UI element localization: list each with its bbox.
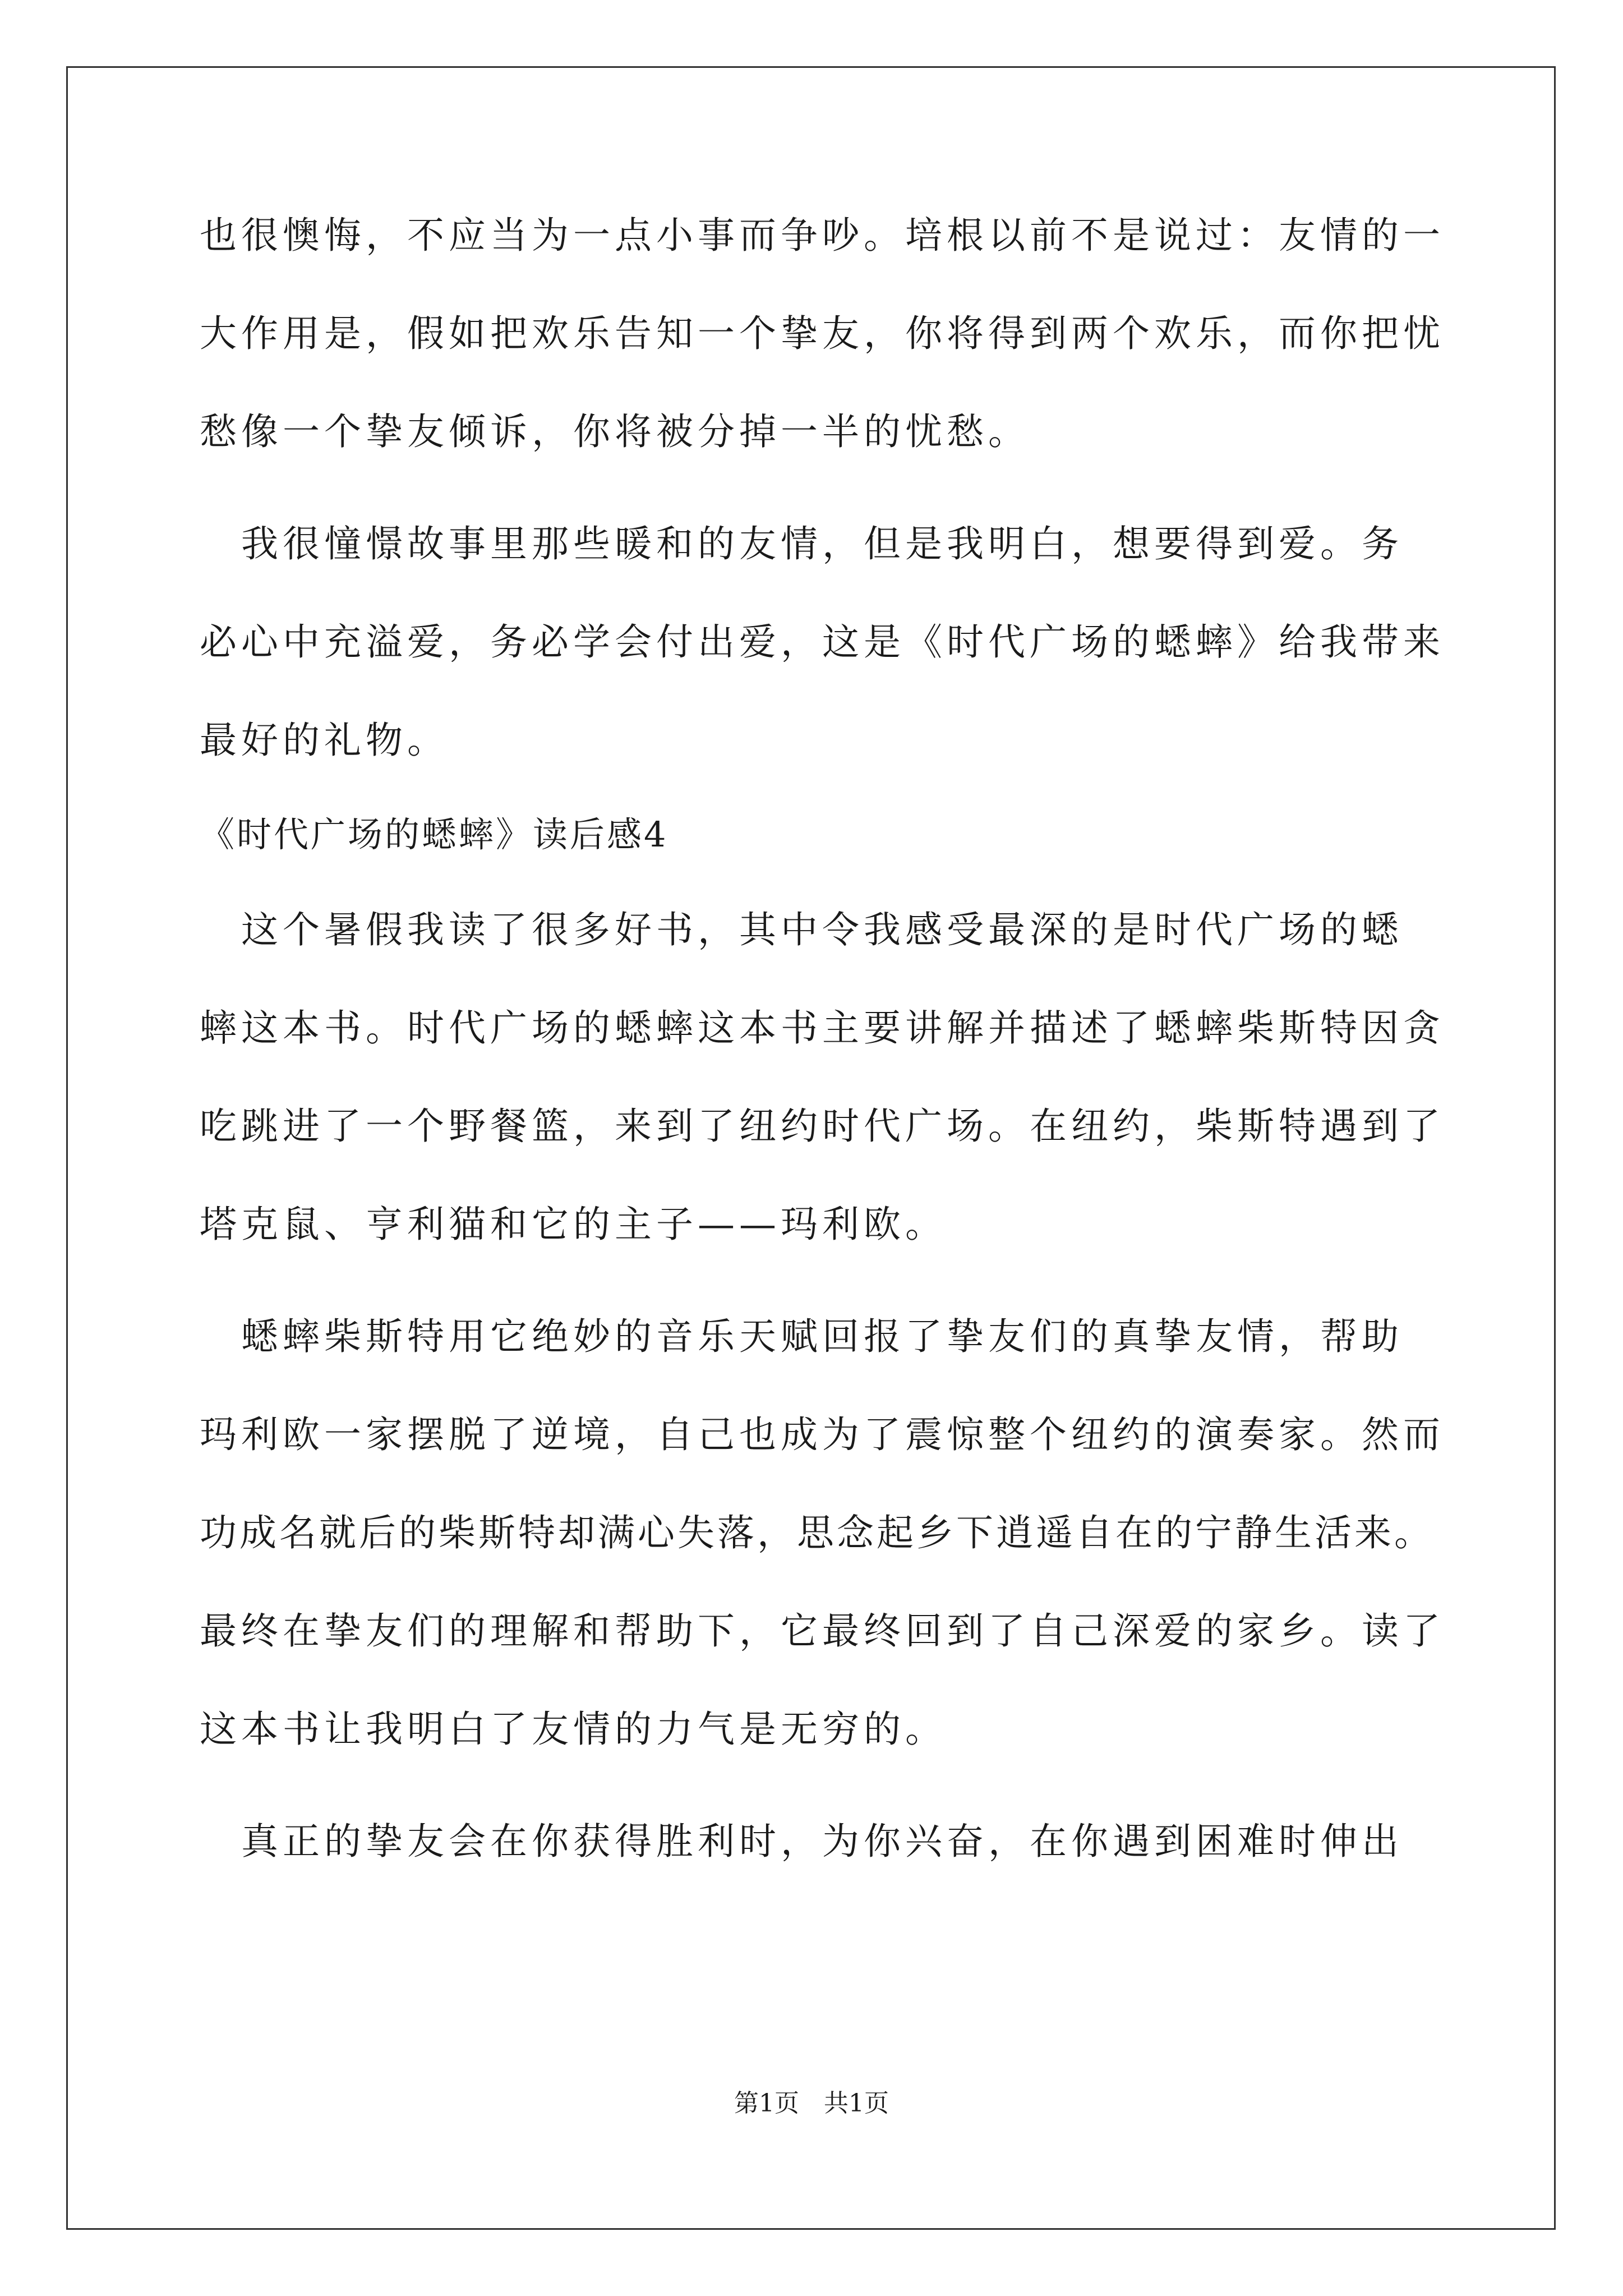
text-line-11: 塔克鼠、亨利猫和它的主子——玛利欧。 — [200, 1203, 947, 1246]
text-line-5: 必心中充溢爱，务必学会付出爱，这是《时代广场的蟋蟀》给我带来 — [200, 620, 1445, 664]
page-footer: 第1页 共1页 — [734, 2089, 889, 2118]
text-line-1: 也很懊悔，不应当为一点小事而争吵。培根以前不是说过：友情的一 — [200, 214, 1445, 257]
text-line-17: 真正的挚友会在你获得胜利时，为你兴奋，在你遇到困难时伸出 — [200, 1820, 1403, 1863]
text-line-8: 这个暑假我读了很多好书，其中令我感受最深的是时代广场的蟋 — [200, 908, 1403, 951]
text-line-15: 最终在挚友们的理解和帮助下，它最终回到了自己深爱的家乡。读了 — [200, 1609, 1445, 1653]
text-line-12: 蟋蟀柴斯特用它绝妙的音乐天赋回报了挚友们的真挚友情，帮助 — [200, 1315, 1403, 1358]
text-line-10: 吃跳进了一个野餐篮，来到了纽约时代广场。在纽约，柴斯特遇到了 — [200, 1105, 1445, 1148]
text-line-14: 功成名就后的柴斯特却满心失落，思念起乡下逍遥自在的宁静生活来。 — [200, 1511, 1434, 1554]
section-heading: 《时代广场的蟋蟀》读后感4 — [200, 814, 668, 855]
text-line-6: 最好的礼物。 — [200, 719, 449, 762]
text-line-3: 愁像一个挚友倾诉，你将被分掉一半的忧愁。 — [200, 410, 1030, 453]
text-line-13: 玛利欧一家摆脱了逆境，自己也成为了震惊整个纽约的演奏家。然而 — [200, 1413, 1445, 1456]
text-line-2: 大作用是，假如把欢乐告知一个挚友，你将得到两个欢乐，而你把忧 — [200, 312, 1445, 355]
text-line-16: 这本书让我明白了友情的力气是无穷的。 — [200, 1708, 947, 1751]
text-line-9: 蟀这本书。时代广场的蟋蟀这本书主要讲解并描述了蟋蟀柴斯特因贪 — [200, 1006, 1445, 1050]
text-line-4: 我很憧憬故事里那些暖和的友情，但是我明白，想要得到爱。务 — [200, 522, 1403, 565]
